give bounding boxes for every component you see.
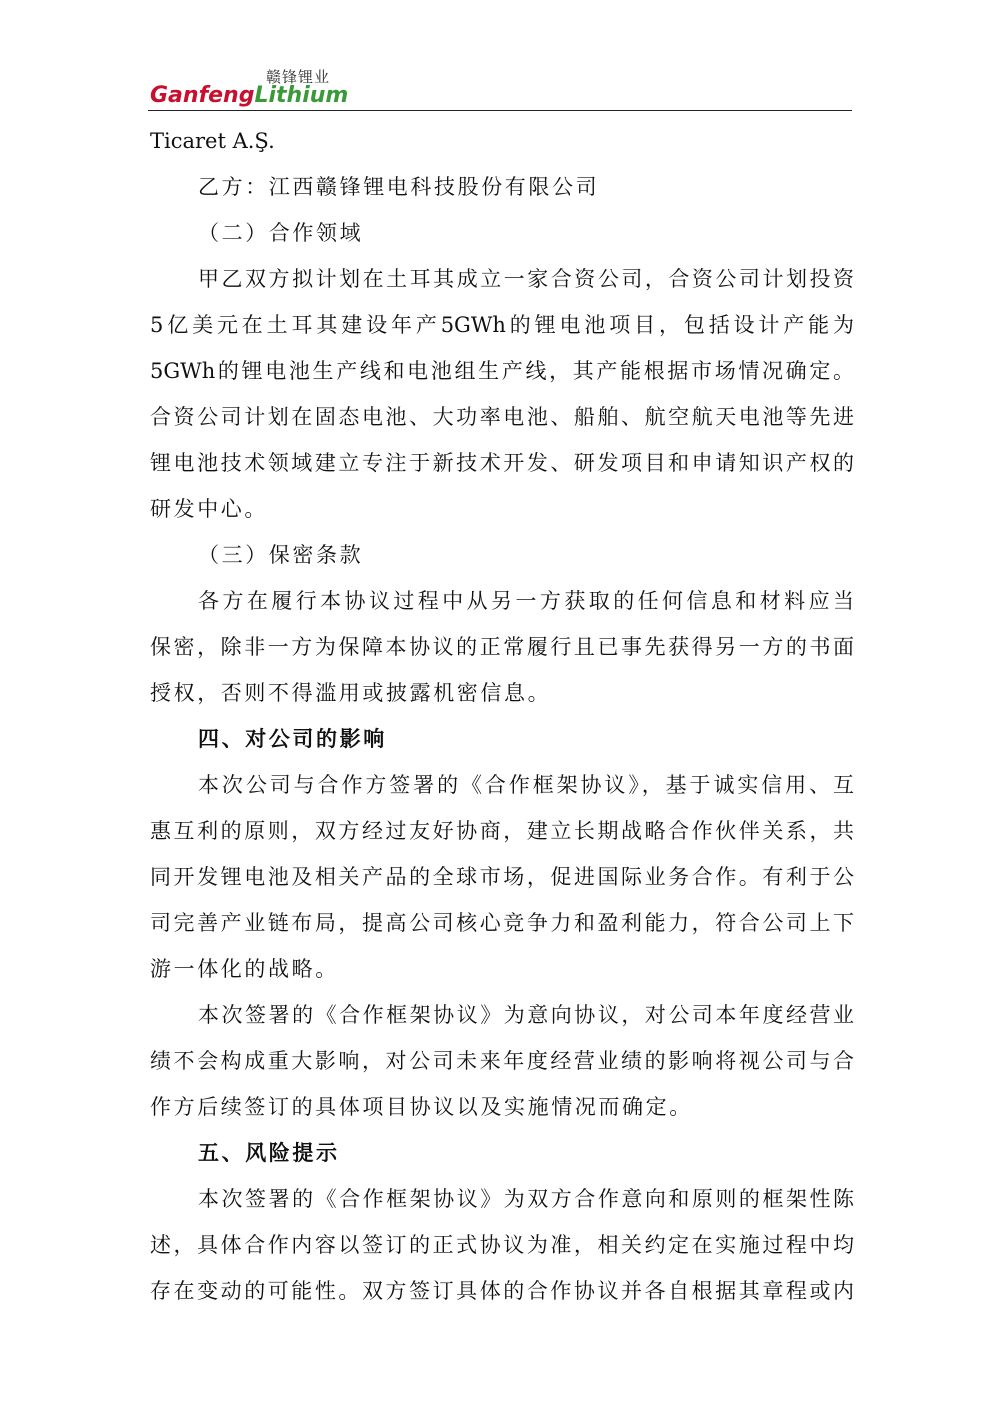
section-heading-risk: 五、风险提示 <box>198 1140 340 1165</box>
logo-word-lithium: Lithium <box>254 83 349 108</box>
text-line: Ticaret A.Ş. <box>150 129 275 153</box>
paragraph-line: 本次签署的《合作框架协议》为双方合作意向和原则的框架性陈 <box>198 1187 854 1211</box>
paragraph-line: 各方在履行本协议过程中从另一方获取的任何信息和材料应当 <box>198 589 854 613</box>
paragraph-line: 司完善产业链布局，提高公司核心竞争力和盈利能力，符合公司上下 <box>150 911 854 935</box>
paragraph-line: 惠互利的原则，双方经过友好协商，建立长期战略合作伙伴关系，共 <box>150 819 854 843</box>
party-b-line: 乙方：江西赣锋锂电科技股份有限公司 <box>198 175 600 199</box>
paragraph-line: 同开发锂电池及相关产品的全球市场，促进国际业务合作。有利于公 <box>150 865 854 889</box>
paragraph-line: 授权，否则不得滥用或披露机密信息。 <box>150 681 552 705</box>
paragraph-line: 合资公司计划在固态电池、大功率电池、船舶、航空航天电池等先进 <box>150 405 854 429</box>
paragraph-line: 锂电池技术领域建立专注于新技术开发、研发项目和申请知识产权的 <box>150 451 854 475</box>
header-divider <box>148 110 852 111</box>
paragraph-line: 述，具体合作内容以签订的正式协议为准，相关约定在实施过程中均 <box>150 1233 854 1257</box>
subheading-cooperation-field: （二）合作领域 <box>198 221 364 245</box>
paragraph-line: 5亿美元在土耳其建设年产5GWh的锂电池项目，包括设计产能为 <box>150 313 854 337</box>
subheading-confidentiality: （三）保密条款 <box>198 543 364 567</box>
paragraph-line: 游一体化的战略。 <box>150 957 339 981</box>
section-heading-impact: 四、对公司的影响 <box>198 726 387 751</box>
paragraph-line: 作方后续签订的具体项目协议以及实施情况而确定。 <box>150 1095 693 1119</box>
logo-chinese-name: 赣锋锂业 <box>266 68 331 86</box>
paragraph-line: 甲乙双方拟计划在土耳其成立一家合资公司，合资公司计划投资 <box>198 267 854 291</box>
logo-word-ganfeng: Ganfeng <box>150 83 255 108</box>
paragraph-line: 本次签署的《合作框架协议》为意向协议，对公司本年度经营业 <box>198 1003 854 1027</box>
document-body <box>150 118 854 1314</box>
paragraph-line: 保密，除非一方为保障本协议的正常履行且已事先获得另一方的书面 <box>150 635 854 659</box>
paragraph-line: 本次公司与合作方签署的《合作框架协议》，基于诚实信用、互 <box>198 773 854 797</box>
company-logo <box>148 62 852 112</box>
paragraph-line: 5GWh的锂电池生产线和电池组生产线，其产能根据市场情况确定。 <box>150 359 854 383</box>
paragraph-line: 研发中心。 <box>150 497 268 521</box>
paragraph-line: 绩不会构成重大影响，对公司未来年度经营业绩的影响将视公司与合 <box>150 1049 854 1073</box>
paragraph-line: 存在变动的可能性。双方签订具体的合作协议并各自根据其章程或内 <box>150 1279 854 1303</box>
logo-english-name <box>150 84 348 108</box>
